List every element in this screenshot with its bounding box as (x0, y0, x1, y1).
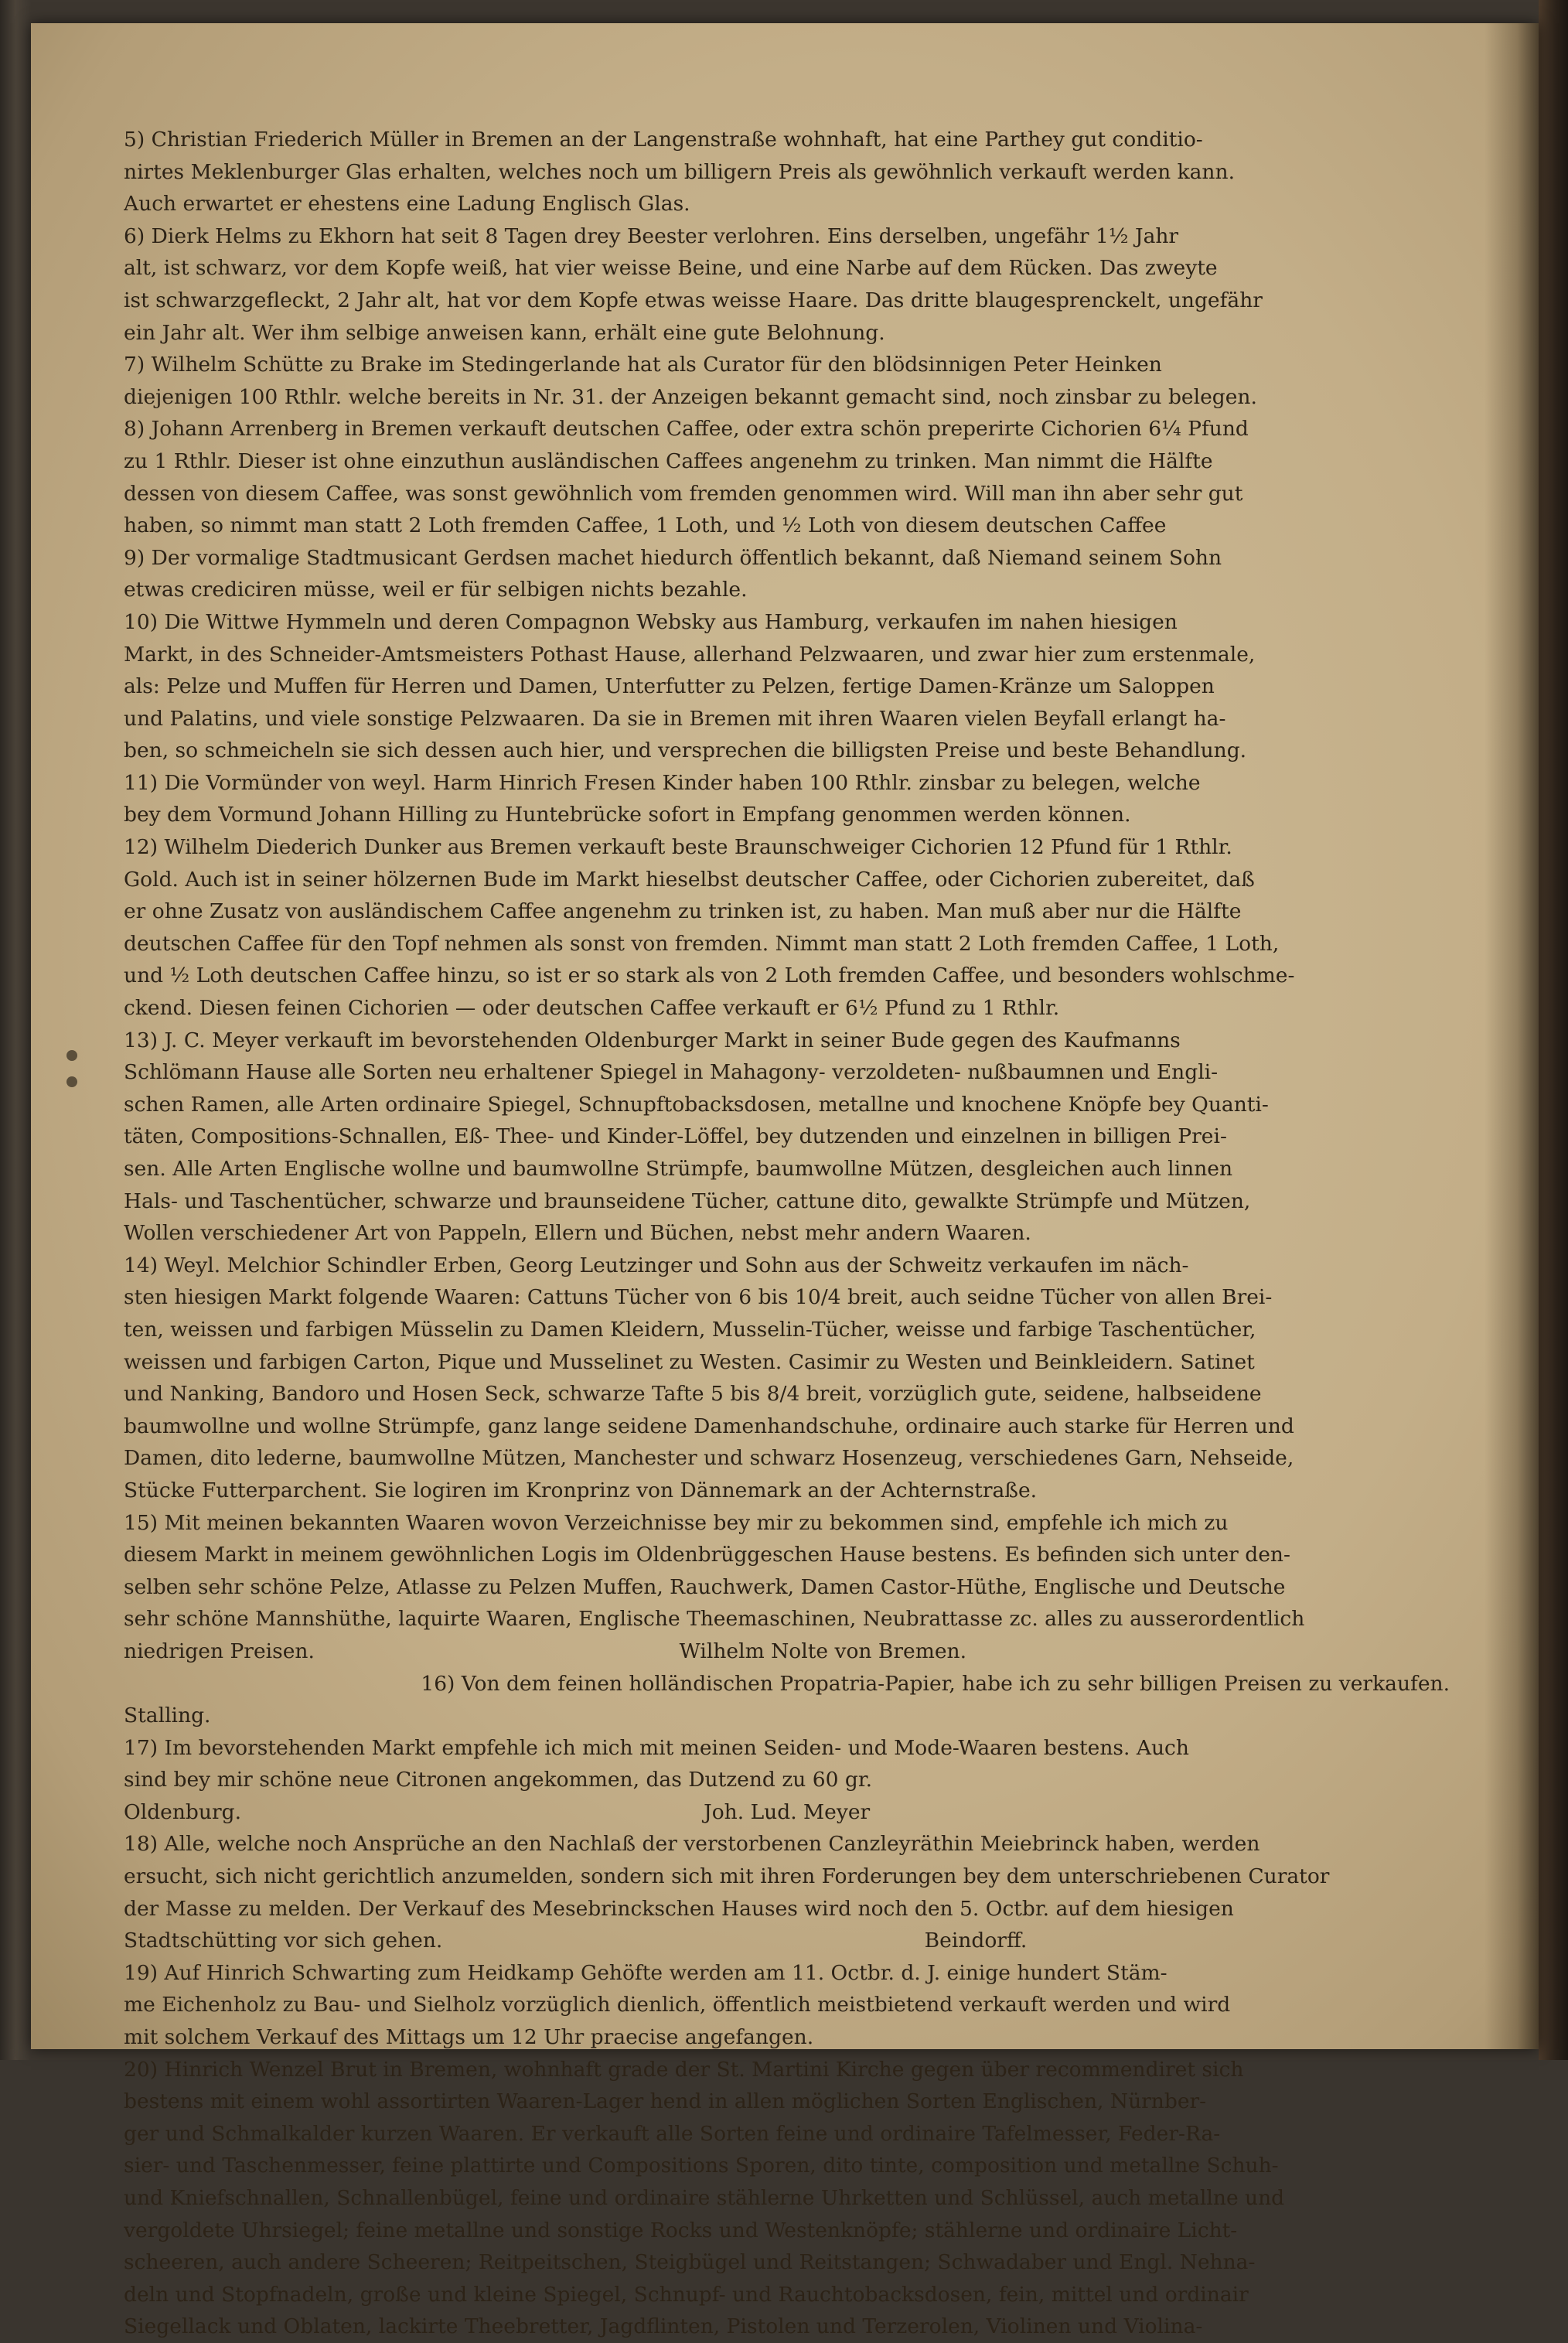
text-line: ten, weissen und farbigen Müsselin zu Damen Kleidern, Musselin-Tücher, weisse und farbige Taschentücher, (124, 1317, 1256, 1342)
text-line: schen Ramen, alle Arten ordinaire Spiegel, Schnupftobacksdosen, metallne und knochene Knöpfe bey Quanti- (124, 1092, 1269, 1117)
text-line: alt, ist schwarz, vor dem Kopfe weiß, hat vier weisse Beine, und eine Narbe auf dem Rücken. Das zweyte (124, 256, 1218, 281)
text-line: baumwollne und wollne Strümpfe, ganz lange seidene Damenhandschuhe, ordinaire auch starke für Herren und (124, 1414, 1294, 1438)
text-line: täten, Compositions-Schnallen, Eß- Thee- und Kinder-Löffel, bey dutzenden und einzelnen in billigen Prei- (124, 1124, 1227, 1149)
text-line: sten hiesigen Markt folgende Waaren: Cattuns Tücher von 6 bis 10/4 breit, auch seidne Tücher von allen Brei- (124, 1285, 1273, 1310)
text-line: bestens mit einem wohl assortirten Waaren-Lager hend in allen möglichen Sorten Englischen, Nürnber- (124, 2089, 1207, 2114)
text-line: Stalling. (124, 1704, 211, 1728)
text-line: Hals- und Taschentücher, schwarze und braunseidene Tücher, cattune dito, gewalkte Strümpfe und Mützen, (124, 1189, 1251, 1213)
text-line: Stücke Futterparchent. Sie logiren im Kronprinz von Dännemark an der Achternstraße. (124, 1478, 1038, 1502)
text-line: der Masse zu melden. Der Verkauf des Mesebrinckschen Hauses wird noch den 5. Octbr. auf dem hiesigen (124, 1896, 1234, 1921)
text-line: haben, so nimmt man statt 2 Loth fremden Caffee, 1 Loth, und ½ Loth von diesem deutschen Caffee (124, 513, 1167, 538)
text-line: deutschen Caffee für den Topf nehmen als sonst von fremden. Nimmt man statt 2 Loth fremden Caffee, 1 Loth, (124, 931, 1280, 956)
text-line: 19) Auf Hinrich Schwarting zum Heidkamp Gehöfte werden am 11. Octbr. d. J. einige hundert Stäm- (124, 1960, 1167, 1985)
text-line: 12) Wilhelm Diederich Dunker aus Bremen verkauft beste Braunschweiger Cichorien 12 Pfund für 1 Rthlr. (124, 835, 1232, 860)
text-line: selben sehr schöne Pelze, Atlasse zu Pelzen Muffen, Rauchwerk, Damen Castor-Hüthe, Englische und Deutsche (124, 1574, 1286, 1599)
text-line: etwas crediciren müsse, weil er für selbigen nichts bezahle. (124, 578, 748, 602)
text-line: scheeren, auch andere Scheeren; Reitpeitschen, Steigbügel und Reitstangen; Schwadaber und Engl. Nehna- (124, 2250, 1256, 2275)
text-line: sehr schöne Mannshüthe, laquirte Waaren, Englische Theemaschinen, Neubrattasse zc. alles zu ausserordentlich (124, 1607, 1305, 1632)
text-line: 18) Alle, welche noch Ansprüche an den Nachlaß der verstorbenen Canzleyräthin Meiebrinck haben, werden (124, 1832, 1260, 1857)
text-line: 11) Die Vormünder von weyl. Harm Hinrich Fresen Kinder haben 100 Rthlr. zinsbar zu belegen, welche (124, 770, 1201, 795)
text-line: und Kniefschnallen, Schnallenbügel, feine und ordinaire stählerne Uhrketten und Schlüssel, auch metallne und (124, 2186, 1285, 2210)
text-line: ist schwarzgefleckt, 2 Jahr alt, hat vor dem Kopfe etwas weisse Haare. Das dritte blaugesprenckelt, ungefähr (124, 288, 1263, 312)
text-line: sind bey mir schöne neue Citronen angekommen, das Dutzend zu 60 gr. (124, 1768, 873, 1792)
text-line: ckend. Diesen feinen Cichorien — oder deutschen Caffee verkauft er 6½ Pfund zu 1 Rthlr. (124, 996, 1060, 1021)
text-line: und Palatins, und viele sonstige Pelzwaaren. Da sie in Bremen mit ihren Waaren vielen Beyfall erlangt ha- (124, 706, 1226, 731)
book-binding (1539, 0, 1568, 2060)
text-line: zu 1 Rthlr. Dieser ist ohne einzuthun ausländischen Caffees angenehm zu trinken. Man nimmt die Hälfte (124, 448, 1213, 473)
text-line: Markt, in des Schneider-Amtsmeisters Pothast Hause, allerhand Pelzwaaren, und zwar hier zum erstenmale, (124, 642, 1256, 667)
text-line: 8) Johann Arrenberg in Bremen verkauft deutschen Caffee, oder extra schön preperirte Cichorien 6¼ Pfund (124, 417, 1249, 442)
text-line: diesem Markt in meinem gewöhnlichen Logis im Oldenbrüggeschen Hause bestens. Es befinden sich unter den- (124, 1543, 1290, 1567)
text-line: sen. Alle Arten Englische wollne und baumwollne Strümpfe, baumwollne Mützen, desgleichen auch linnen (124, 1157, 1233, 1181)
text-line: er ohne Zusatz von ausländischem Caffee angenehm zu trinken ist, zu haben. Man muß aber nur die Hälfte (124, 899, 1242, 924)
text-line: sier- und Taschenmesser, feine plattirte und Compositions Sporen, dito tinte, composition und metallne Schuh- (124, 2154, 1279, 2178)
ink-mark (66, 1050, 77, 1061)
text-line: ger und Schmalkalder kurzen Waaren. Er verkauft alle Sorten feine und ordinaire Tafelmesser, Feder-Ra- (124, 2121, 1221, 2146)
text-line: Gold. Auch ist in seiner hölzernen Bude im Markt hieselbst deutscher Caffee, oder Cichorien zubereitet, daß (124, 867, 1255, 892)
text-line: 5) Christian Friederich Müller in Bremen an der Langenstraße wohnhaft, hat eine Parthey gut conditio- (124, 128, 1203, 152)
text-line: 10) Die Wittwe Hymmeln und deren Compagnon Websky aus Hamburg, verkaufen im nahen hiesigen (124, 609, 1178, 634)
text-line: 17) Im bevorstehenden Markt empfehle ich mich mit meinen Seiden- und Mode-Waaren bestens. Auch (124, 1735, 1189, 1760)
text-line: Oldenburg. Joh. Lud. Meyer (124, 1799, 871, 1824)
text-line: ein Jahr alt. Wer ihm selbige anweisen kann, erhält eine gute Belohnung. (124, 320, 885, 345)
text-line: Stadtschütting vor sich gehen. Beindorff. (124, 1929, 1028, 1953)
text-line: bey dem Vormund Johann Hilling zu Huntebrücke sofort in Empfang genommen werden können. (124, 803, 1131, 827)
text-line: nirtes Meklenburger Glas erhalten, welches noch um billigern Preis als gewöhnlich verkauft werden kann. (124, 159, 1235, 184)
text-line: 13) J. C. Meyer verkauft im bevorstehenden Oldenburger Markt in seiner Bude gegen des Kaufmanns (124, 1028, 1181, 1052)
text-line: und ½ Loth deutschen Caffee hinzu, so ist er so stark als von 2 Loth fremden Caffee, und besonders wohlschme- (124, 963, 1295, 988)
text-line: weissen und farbigen Carton, Pique und Musselinet zu Westen. Casimir zu Westen und Beinkleidern. Satinet (124, 1349, 1255, 1374)
text-line: Schlömann Hause alle Sorten neu erhaltener Spiegel in Mahagony- verzoldeten- nußbaumnen und Engli- (124, 1060, 1219, 1085)
text-line: ersucht, sich nicht gerichtlich anzumelden, sondern sich mit ihren Forderungen bey dem unterschriebenen Curator (124, 1864, 1330, 1889)
text-line: mit solchem Verkauf des Mittags um 12 Uhr praecise angefangen. (124, 2025, 814, 2050)
text-line: 7) Wilhelm Schütte zu Brake im Stedingerlande hat als Curator für den blödsinnigen Peter Heinken (124, 353, 1162, 377)
text-line: Wollen verschiedener Art von Pappeln, Ellern und Büchen, nebst mehr andern Waaren. (124, 1221, 1031, 1246)
text-line: Damen, dito lederne, baumwollne Mützen, Manchester und schwarz Hosenzeug, verschiedenes Garn, Nehseide, (124, 1446, 1294, 1471)
text-line: Siegellack und Oblaten, lackirte Theebretter, Jagdflinten, Pistolen und Terzerolen, Violinen und Violina- (124, 2314, 1203, 2339)
text-line: vergoldete Uhrsiegel; feine metallne und sonstige Rocks und Westenknöpfe; stählerne und ordinaire Licht- (124, 2218, 1238, 2242)
text-line: Auch erwartet er ehestens eine Ladung Englisch Glas. (124, 192, 690, 217)
text-line: deln und Stopfnadeln, große und kleine Spiegel, Schnupf- und Rauchtobacksdosen, fein, mittel und ordinair (124, 2282, 1249, 2307)
text-line: 14) Weyl. Melchior Schindler Erben, Georg Leutzinger und Sohn aus der Schweitz verkaufen im näch- (124, 1253, 1189, 1277)
text-line: als: Pelze und Muffen für Herren und Damen, Unterfutter zu Pelzen, fertige Damen-Kränze um Saloppen (124, 674, 1215, 699)
ink-mark (66, 1076, 77, 1087)
text-line: 9) Der vormalige Stadtmusicant Gerdsen machet hiedurch öffentlich bekannt, daß Niemand seinem Sohn (124, 545, 1222, 570)
text-line: me Eichenholz zu Bau- und Sielholz vorzüglich dienlich, öffentlich meistbietend verkauft werden und wird (124, 1993, 1231, 2017)
text-line: und Nanking, Bandoro und Hosen Seck, schwarze Tafte 5 bis 8/4 breit, vorzüglich gute, seidene, halbseidene (124, 1382, 1262, 1407)
text-line: ben, so schmeicheln sie sich dessen auch hier, und versprechen die billigsten Preise und beste Behandlung. (124, 738, 1247, 763)
text-line: dessen von diesem Caffee, was sonst gewöhnlich vom fremden genommen wird. Will man ihn aber sehr gut (124, 481, 1243, 506)
page-text (124, 124, 1481, 2343)
text-line: 15) Mit meinen bekannten Waaren wovon Verzeichnisse bey mir zu bekommen sind, empfehle ich mich zu (124, 1510, 1229, 1535)
text-line: niedrigen Preisen. Wilhelm Nolte von Bremen. (124, 1639, 967, 1663)
page-edge-shadow (1484, 23, 1539, 2049)
text-line: diejenigen 100 Rthlr. welche bereits in Nr. 31. der Anzeigen bekannt gemacht sind, noch zinsbar zu belegen. (124, 384, 1257, 409)
text-line: 16) Von dem feinen holländischen Propatria-Papier, habe ich zu sehr billigen Preisen zu verkaufen. (421, 1671, 1450, 1696)
text-line: 6) Dierk Helms zu Ekhorn hat seit 8 Tagen drey Beester verlohren. Eins derselben, ungefähr 1½ Jahr (124, 223, 1179, 248)
text-line: 20) Hinrich Wenzel Brut in Bremen, wohnhaft grade der St. Martini Kirche gegen über recommendiret sich (124, 2057, 1244, 2082)
